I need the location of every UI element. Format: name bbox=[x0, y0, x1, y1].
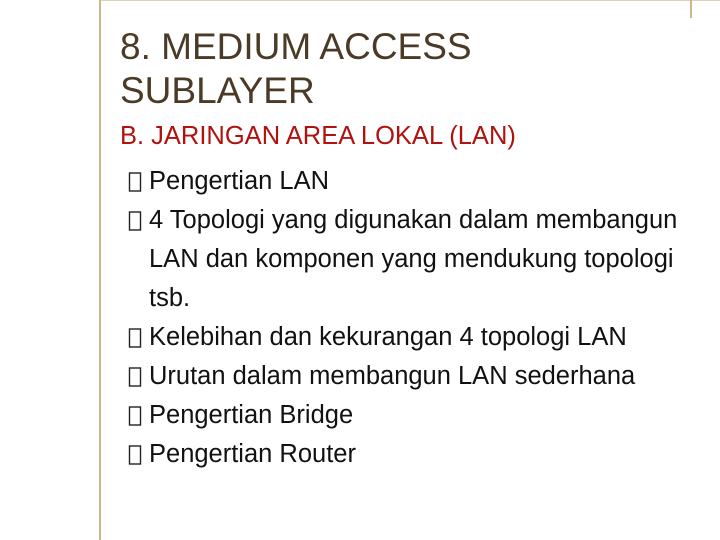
missing-glyph-box-icon bbox=[128, 318, 149, 349]
bullet-item bbox=[128, 357, 688, 396]
bullet-item bbox=[128, 162, 688, 201]
bullet-text: Pengertian Router bbox=[149, 440, 356, 468]
left-accent-rule bbox=[99, 0, 101, 540]
bullet-item bbox=[128, 435, 688, 474]
bullet-text: Kelebihan dan kekurangan 4 topologi LAN bbox=[149, 323, 627, 351]
bullet-text: Pengertian Bridge bbox=[149, 401, 354, 429]
missing-glyph-box-icon bbox=[128, 201, 149, 232]
top-rule bbox=[99, 0, 720, 1]
missing-glyph-box-icon bbox=[128, 435, 149, 466]
bullet-text: 4 Topologi yang digunakan dalam membangun LAN dan komponen yang mendukung topologi tsb. bbox=[149, 206, 678, 312]
missing-glyph-box-icon bbox=[128, 162, 149, 193]
slide-title: 8. MEDIUM ACCESS SUBLAYER bbox=[120, 26, 472, 111]
bullet-item bbox=[128, 201, 688, 318]
missing-glyph-box-icon bbox=[128, 396, 149, 427]
bullet-text: Urutan dalam membangun LAN sederhana bbox=[149, 362, 636, 390]
bullet-list bbox=[128, 162, 688, 474]
slide-subheading: B. JARINGAN AREA LOKAL (LAN) bbox=[120, 122, 516, 150]
corner-accent-rule bbox=[690, 0, 692, 18]
bullet-item bbox=[128, 396, 688, 435]
bullet-text: Pengertian LAN bbox=[149, 167, 330, 195]
bullet-item bbox=[128, 318, 688, 357]
missing-glyph-box-icon bbox=[128, 357, 149, 388]
